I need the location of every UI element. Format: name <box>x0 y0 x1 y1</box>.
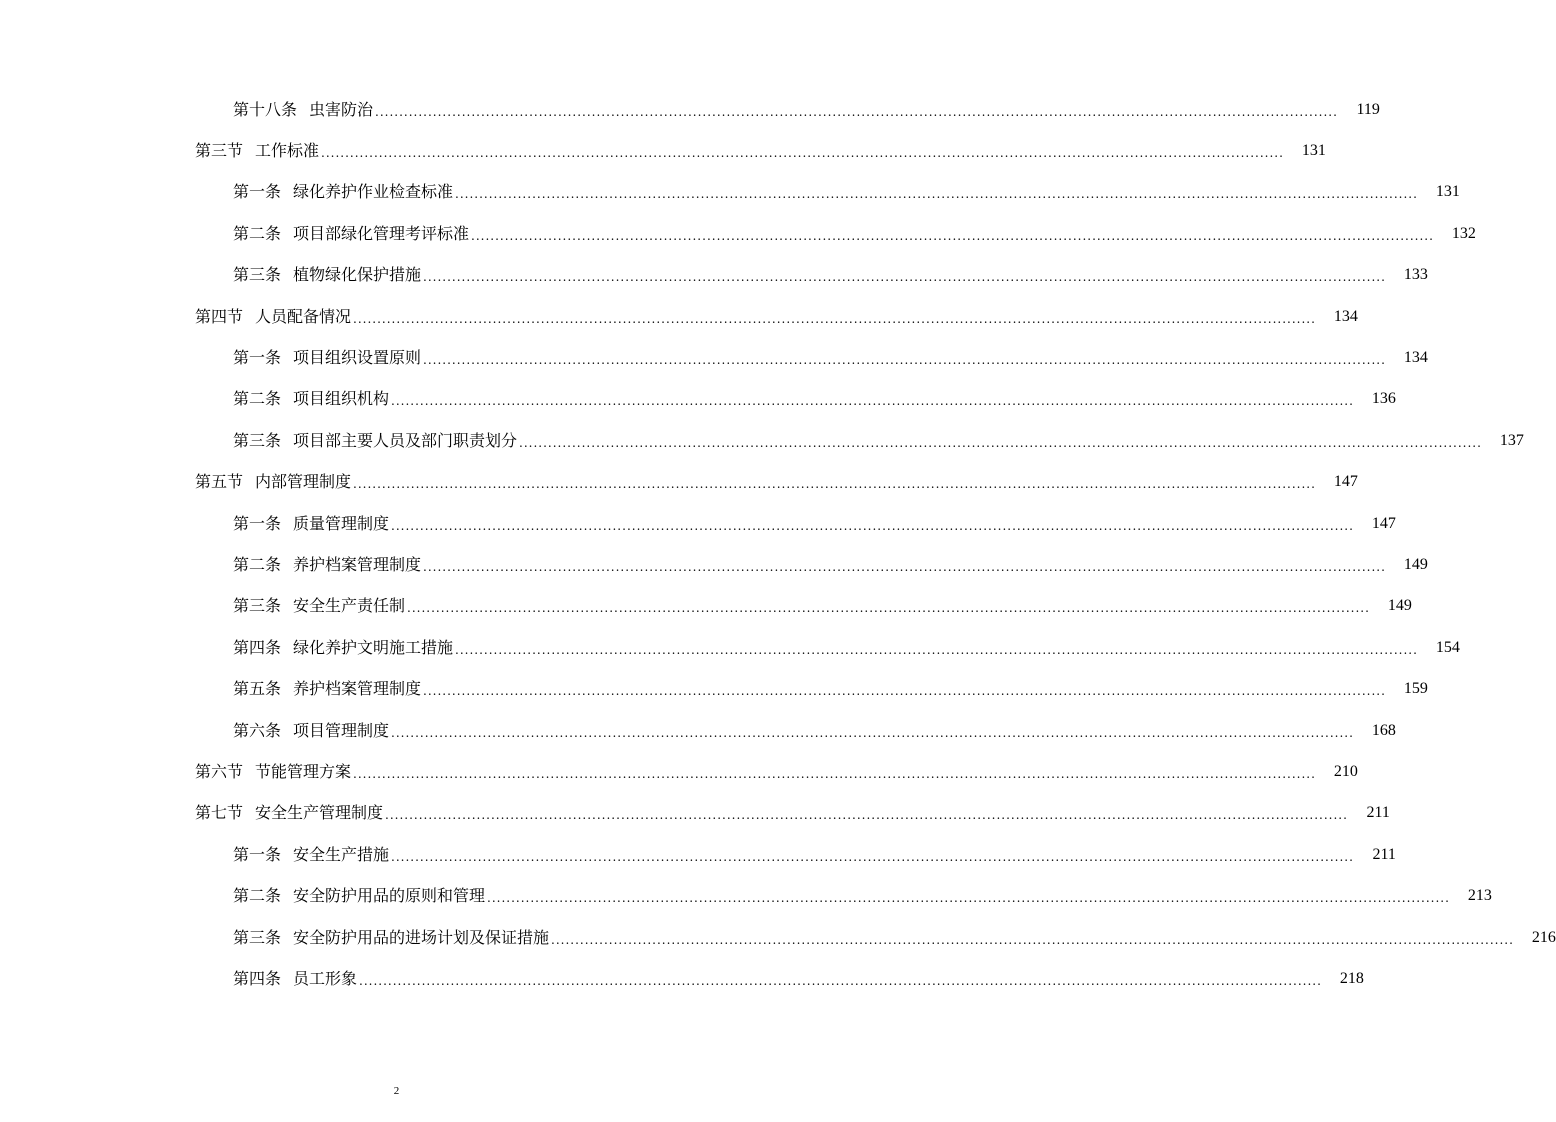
toc-entry-title: 养护档案管理制度 <box>293 554 422 574</box>
toc-entry-title: 工作标准 <box>255 141 320 161</box>
toc-dot-leader: ........................................................................................................................................................................................................ <box>407 601 1370 616</box>
toc-entry-page: 149 <box>1403 555 1428 573</box>
toc-dot-leader: ........................................................................................................................................................................................................ <box>471 228 1434 243</box>
toc-entry-page: 134 <box>1333 307 1358 325</box>
toc-entry-page: 216 <box>1531 928 1556 946</box>
toc-dot-leader: ........................................................................................................................................................................................................ <box>391 849 1354 864</box>
toc-dot-leader: ........................................................................................................................................................................................................ <box>423 684 1386 699</box>
toc-entry-page: 137 <box>1499 431 1524 449</box>
toc-dot-leader: ........................................................................................................................................................................................................ <box>423 559 1386 574</box>
toc-entry-title: 安全生产措施 <box>293 844 390 864</box>
toc-section-row[interactable] <box>0 793 1390 834</box>
toc-entry-page: 149 <box>1387 597 1412 615</box>
toc-entry-number: 第四条 <box>233 968 282 988</box>
toc-entry-title: 绿化养护作业检查标准 <box>293 182 454 202</box>
toc-entry-page: 134 <box>1403 349 1428 367</box>
toc-entry-number: 第十八条 <box>233 99 298 119</box>
toc-entry-number: 第一条 <box>233 182 282 202</box>
toc-entry-page: 136 <box>1371 390 1396 408</box>
toc-article-row[interactable] <box>0 834 1396 875</box>
toc-entry-page: 131 <box>1435 183 1460 201</box>
toc-entry-title: 内部管理制度 <box>255 472 352 492</box>
toc-entry-title: 节能管理方案 <box>255 761 352 781</box>
toc-dot-leader: ........................................................................................................................................................................................................ <box>353 766 1316 781</box>
toc-entry-page: 159 <box>1403 680 1428 698</box>
toc-entry-number: 第五条 <box>233 679 282 699</box>
toc-article-row[interactable] <box>0 627 1460 668</box>
toc-article-row[interactable] <box>0 586 1412 627</box>
toc-entry-page: 211 <box>1366 804 1390 822</box>
toc-dot-leader: ........................................................................................................................................................................................................ <box>519 435 1482 450</box>
table-of-contents <box>0 89 1556 1000</box>
toc-entry-number: 第七节 <box>195 803 244 823</box>
toc-entry-page: 133 <box>1403 266 1428 284</box>
toc-article-row[interactable] <box>0 668 1428 709</box>
toc-article-row[interactable] <box>0 172 1460 213</box>
toc-section-row[interactable] <box>0 130 1326 171</box>
toc-dot-leader: ........................................................................................................................................................................................................ <box>487 891 1450 906</box>
toc-article-row[interactable] <box>0 255 1428 296</box>
toc-article-row[interactable] <box>0 710 1396 751</box>
toc-entry-page: 211 <box>1372 845 1396 863</box>
toc-dot-leader: ........................................................................................................................................................................................................ <box>321 146 1284 161</box>
toc-entry-number: 第五节 <box>195 472 244 492</box>
toc-entry-page: 168 <box>1371 721 1396 739</box>
toc-article-row[interactable] <box>0 337 1428 378</box>
toc-entry-number: 第四条 <box>233 637 282 657</box>
toc-dot-leader: ........................................................................................................................................................................................................ <box>423 270 1386 285</box>
toc-entry-number: 第二条 <box>233 389 282 409</box>
toc-entry-number: 第一条 <box>233 844 282 864</box>
toc-dot-leader: ........................................................................................................................................................................................................ <box>353 477 1316 492</box>
toc-article-row[interactable] <box>0 503 1396 544</box>
toc-entry-page: 131 <box>1301 142 1326 160</box>
toc-entry-number: 第二条 <box>233 554 282 574</box>
toc-dot-leader: ........................................................................................................................................................................................................ <box>391 518 1354 533</box>
toc-article-row[interactable] <box>0 213 1476 254</box>
toc-dot-leader: ........................................................................................................................................................................................................ <box>353 311 1316 326</box>
toc-article-row[interactable] <box>0 875 1492 916</box>
toc-entry-page: 132 <box>1451 224 1476 242</box>
toc-entry-title: 项目组织机构 <box>293 389 390 409</box>
toc-dot-leader: ........................................................................................................................................................................................................ <box>551 932 1514 947</box>
toc-entry-page: 213 <box>1467 887 1492 905</box>
toc-dot-leader: ........................................................................................................................................................................................................ <box>385 808 1348 823</box>
toc-entry-title: 绿化养护文明施工措施 <box>293 637 454 657</box>
toc-entry-number: 第三条 <box>233 430 282 450</box>
toc-entry-title: 项目管理制度 <box>293 720 390 740</box>
toc-entry-number: 第六条 <box>233 720 282 740</box>
toc-entry-title: 质量管理制度 <box>293 513 390 533</box>
toc-entry-number: 第二条 <box>233 223 282 243</box>
toc-section-row[interactable] <box>0 296 1358 337</box>
toc-dot-leader: ........................................................................................................................................................................................................ <box>455 187 1418 202</box>
toc-dot-leader: ........................................................................................................................................................................................................ <box>391 394 1354 409</box>
toc-entry-number: 第三节 <box>195 141 244 161</box>
toc-entry-page: 218 <box>1339 969 1364 987</box>
toc-entry-title: 项目部主要人员及部门职责划分 <box>293 430 518 450</box>
toc-article-row[interactable] <box>0 420 1524 461</box>
toc-entry-title: 人员配备情况 <box>255 306 352 326</box>
toc-entry-number: 第四节 <box>195 306 244 326</box>
toc-entry-title: 虫害防治 <box>309 99 374 119</box>
toc-entry-number: 第六节 <box>195 761 244 781</box>
toc-entry-title: 植物绿化保护措施 <box>293 265 422 285</box>
toc-entry-number: 第三条 <box>233 927 282 947</box>
toc-entry-page: 147 <box>1371 514 1396 532</box>
toc-section-row[interactable] <box>0 462 1358 503</box>
toc-article-row[interactable] <box>0 958 1364 999</box>
toc-article-row[interactable] <box>0 379 1396 420</box>
toc-entry-number: 第一条 <box>233 513 282 533</box>
toc-dot-leader: ........................................................................................................................................................................................................ <box>391 725 1354 740</box>
toc-dot-leader: ........................................................................................................................................................................................................ <box>423 353 1386 368</box>
toc-dot-leader: ........................................................................................................................................................................................................ <box>375 104 1338 119</box>
toc-entry-number: 第一条 <box>233 348 282 368</box>
toc-entry-title: 安全防护用品的进场计划及保证措施 <box>293 927 550 947</box>
toc-entry-number: 第二条 <box>233 886 282 906</box>
toc-entry-page: 119 <box>1356 100 1380 118</box>
toc-entry-number: 第三条 <box>233 265 282 285</box>
toc-dot-leader: ........................................................................................................................................................................................................ <box>455 642 1418 657</box>
toc-entry-number: 第三条 <box>233 596 282 616</box>
toc-entry-title: 安全生产责任制 <box>293 596 406 616</box>
toc-entry-title: 员工形象 <box>293 968 358 988</box>
toc-entry-title: 养护档案管理制度 <box>293 679 422 699</box>
page-number: 2 <box>393 1085 400 1097</box>
toc-entry-page: 210 <box>1333 762 1358 780</box>
toc-entry-title: 项目部绿化管理考评标准 <box>293 223 470 243</box>
toc-section-row[interactable] <box>0 751 1358 792</box>
toc-entry-title: 安全生产管理制度 <box>255 803 384 823</box>
toc-article-row[interactable] <box>0 917 1556 958</box>
toc-entry-page: 147 <box>1333 473 1358 491</box>
toc-article-row[interactable] <box>0 544 1428 585</box>
toc-entry-page: 154 <box>1435 638 1460 656</box>
toc-dot-leader: ........................................................................................................................................................................................................ <box>359 973 1322 988</box>
toc-entry-title: 安全防护用品的原则和管理 <box>293 886 486 906</box>
toc-entry-title: 项目组织设置原则 <box>293 348 422 368</box>
toc-article-row[interactable] <box>0 89 1380 130</box>
